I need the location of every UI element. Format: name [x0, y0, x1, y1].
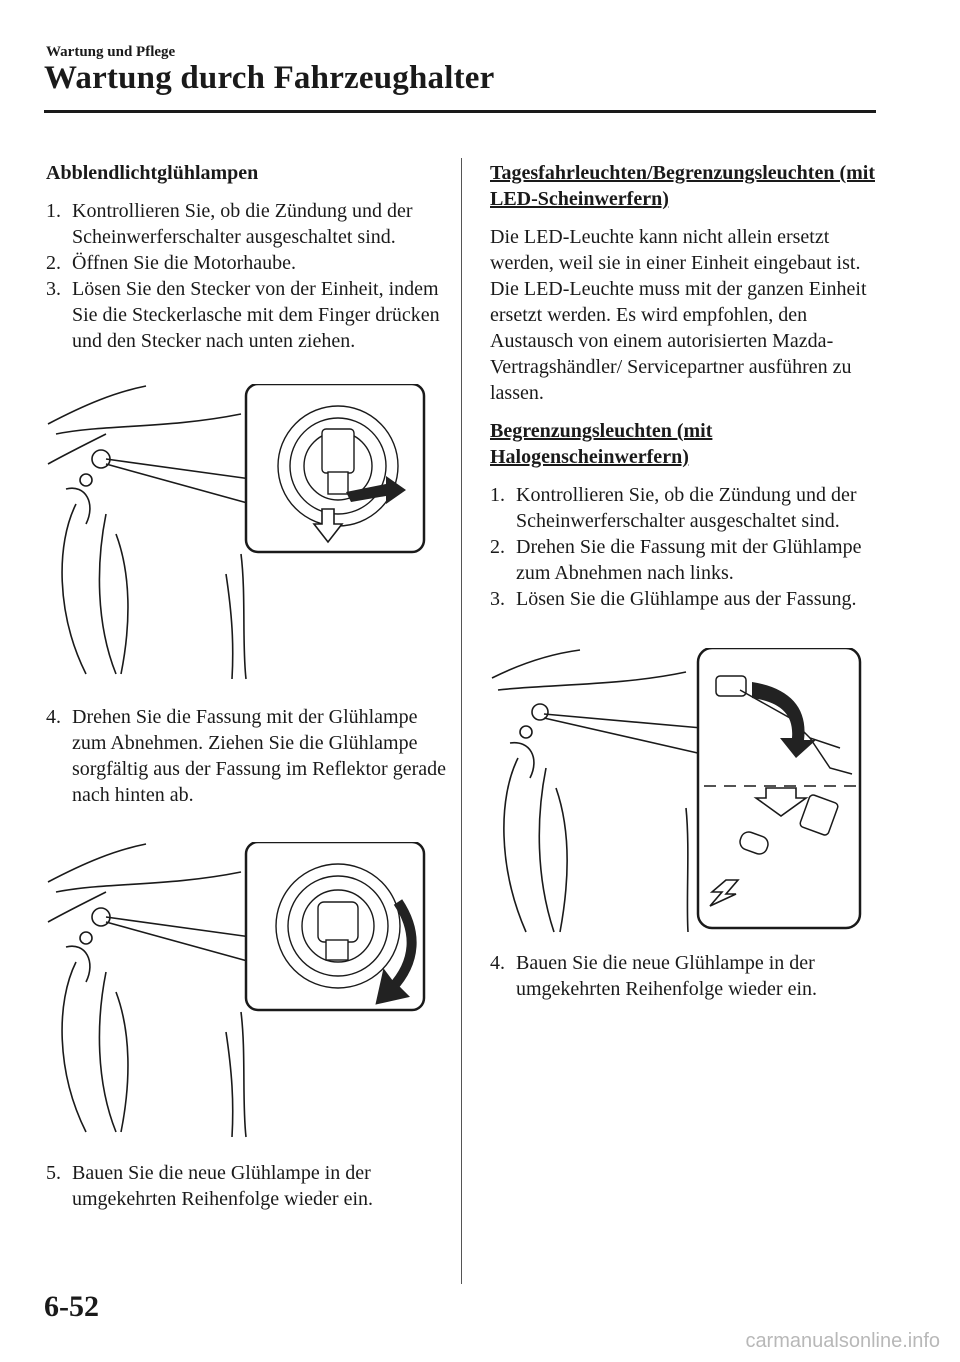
section-label: Wartung und Pflege [46, 44, 176, 60]
step-item [46, 250, 446, 276]
page-number: 6-52 [44, 1290, 99, 1323]
step-text: Bauen Sie die neue Glühlampe in der umgekehrten Reihenfolge wieder ein. [516, 952, 817, 1000]
step-number: 2. [46, 252, 61, 274]
steps-parking [490, 482, 880, 612]
step-item [490, 586, 880, 612]
step-item [490, 534, 880, 586]
step-item [490, 950, 880, 1002]
step-text: Kontrollieren Sie, ob die Zündung und der Scheinwerferschalter ausgeschaltet sind. [72, 200, 413, 248]
steps-low-beam [46, 198, 446, 354]
headlight-socket-drawing [46, 842, 436, 1142]
heading-low-beam: Abblendlichtglühlampen [46, 162, 259, 184]
step-text: Drehen Sie die Fassung mit der Glühlampe zum Abnehmen. Ziehen Sie die Glühlampe sorgfältig aus der Fassung im Reflektor gerade nach hinten ab. [72, 706, 446, 806]
heading-led-daytime: Tagesfahrleuchten/Begrenzungsleuchten (mit LED-Scheinwerfern) [490, 162, 875, 210]
title-rule [44, 110, 876, 113]
watermark: carmanualsonline.info [745, 1330, 940, 1352]
illustration-socket-rotate [46, 842, 446, 1142]
step-number: 4. [490, 952, 505, 974]
heading-halogen-parking: Begrenzungsleuchten (mit Halogenscheinwerfern) [490, 420, 713, 468]
step-number: 1. [46, 200, 61, 222]
steps-parking-final [490, 950, 880, 1002]
steps-low-beam-final [46, 1160, 446, 1212]
step-text: Kontrollieren Sie, ob die Zündung und der Scheinwerferschalter ausgeschaltet sind. [516, 484, 857, 532]
step-item [490, 482, 880, 534]
step-text: Öffnen Sie die Motorhaube. [72, 252, 297, 274]
step-number: 4. [46, 706, 61, 728]
illustration-parking-bulb [490, 648, 880, 934]
step-text: Lösen Sie den Stecker von der Einheit, indem Sie die Steckerlasche mit dem Finger drücken und den Stecker nach unten ziehen. [72, 278, 440, 352]
headlight-connector-drawing [46, 384, 436, 684]
page-title: Wartung durch Fahrzeughalter [44, 60, 495, 96]
steps-low-beam-cont [46, 704, 446, 808]
step-text: Bauen Sie die neue Glühlampe in der umgekehrten Reihenfolge wieder ein. [72, 1162, 373, 1210]
step-number: 3. [46, 278, 61, 300]
step-item [46, 276, 446, 354]
step-number: 1. [490, 484, 505, 506]
step-item [46, 198, 446, 250]
para-led-1: Die LED-Leuchte kann nicht allein ersetzt werden, weil sie in einer Einheit eingebaut ist. [490, 226, 861, 274]
step-item [46, 704, 446, 808]
column-divider [461, 158, 462, 1284]
step-number: 3. [490, 588, 505, 610]
illustration-connector-removal [46, 384, 446, 684]
step-number: 2. [490, 536, 505, 558]
left-column [46, 160, 446, 1212]
step-number: 5. [46, 1162, 61, 1184]
step-text: Drehen Sie die Fassung mit der Glühlampe zum Abnehmen nach links. [516, 536, 862, 584]
right-column [490, 160, 880, 1002]
para-led-2: Die LED-Leuchte muss mit der ganzen Einheit ersetzt werden. Es wird empfohlen, den Austausch von einem autorisierten Mazda-Vertragshändler/ Servicepartner ausführen zu lassen. [490, 278, 867, 404]
parking-bulb-drawing [490, 648, 870, 934]
step-text: Lösen Sie die Glühlampe aus der Fassung. [516, 588, 857, 610]
step-item [46, 1160, 446, 1212]
